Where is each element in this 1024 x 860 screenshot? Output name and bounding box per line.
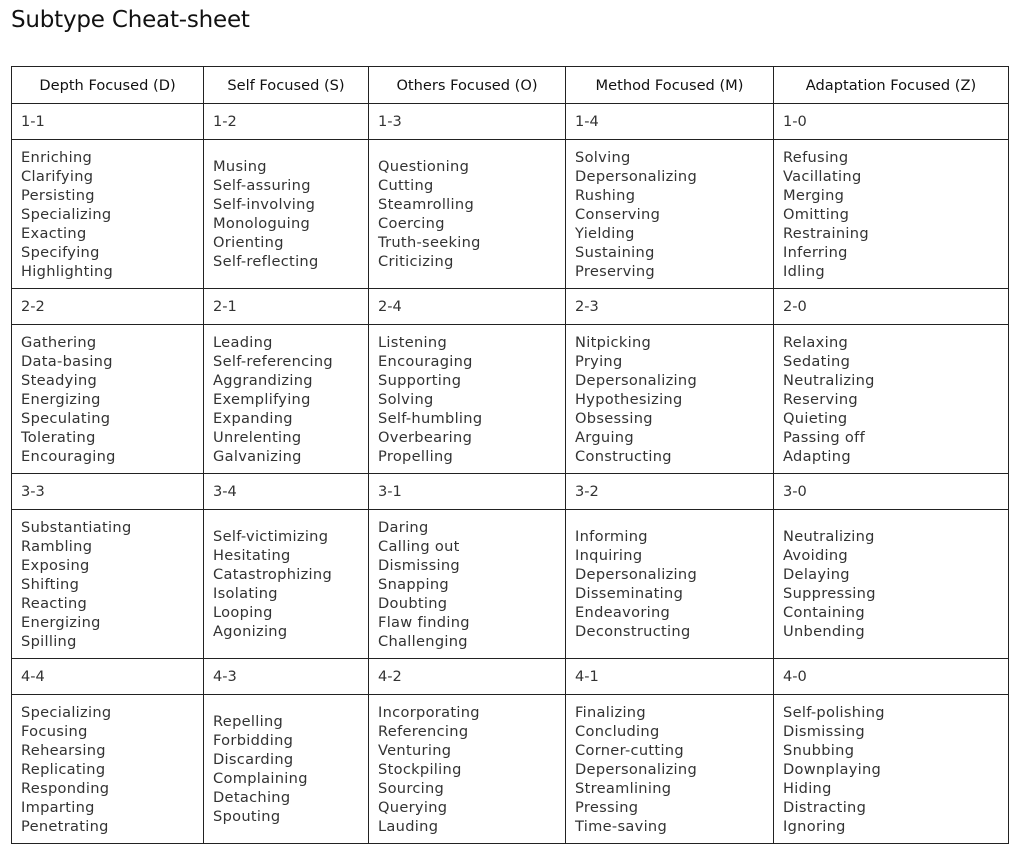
word-item: Self-polishing <box>783 703 885 721</box>
word-item: Calling out <box>378 537 460 555</box>
subtype-code: 3-1 <box>369 474 566 510</box>
word-item: Reacting <box>21 594 88 612</box>
word-item: Avoiding <box>783 547 848 564</box>
word-item: Aggrandizing <box>213 371 313 389</box>
word-item: Flaw finding <box>378 613 470 631</box>
word-item: Highlighting <box>21 262 114 280</box>
word-item: Agonizing <box>213 623 288 640</box>
word-item: Persisting <box>21 186 95 204</box>
subtype-code: 1-1 <box>12 104 204 140</box>
word-item: Forbidding <box>213 732 294 749</box>
word-item: Suppressing <box>783 585 876 602</box>
word-item: Criticizing <box>378 253 454 270</box>
word-item: Neutralizing <box>783 371 875 389</box>
subtype-code: 1-4 <box>566 104 774 140</box>
word-item: Overbearing <box>378 428 473 446</box>
word-item: Inferring <box>783 243 848 261</box>
word-item: Referencing <box>378 722 469 740</box>
word-item: Time-saving <box>575 817 668 835</box>
word-item: Sedating <box>783 352 851 370</box>
word-item: Detaching <box>213 789 291 806</box>
word-item: Dismissing <box>783 722 865 740</box>
word-item: Musing <box>213 158 267 175</box>
word-list <box>369 510 566 659</box>
word-item: Imparting <box>21 798 95 816</box>
word-item: Venturing <box>378 741 452 759</box>
word-item: Adapting <box>783 447 851 465</box>
word-list <box>774 695 1009 844</box>
word-item: Energizing <box>21 390 101 408</box>
word-item: Listening <box>378 333 448 351</box>
words-row <box>12 325 1009 474</box>
word-item: Reserving <box>783 390 858 408</box>
word-item: Informing <box>575 528 648 545</box>
word-item: Hiding <box>783 779 832 797</box>
word-list <box>12 140 204 289</box>
word-item: Corner-cutting <box>575 741 684 759</box>
word-item: Supporting <box>378 371 462 389</box>
word-item: Unbending <box>783 623 865 640</box>
header-row <box>12 67 1009 104</box>
word-item: Disseminating <box>575 585 684 602</box>
word-list <box>204 140 369 289</box>
word-list <box>369 325 566 474</box>
subtype-code: 3-2 <box>566 474 774 510</box>
word-item: Specifying <box>21 243 100 261</box>
word-item: Looping <box>213 604 273 621</box>
code-row <box>12 659 1009 695</box>
word-item: Rushing <box>575 186 636 204</box>
word-item: Deconstructing <box>575 623 691 640</box>
subtype-code: 1-2 <box>204 104 369 140</box>
word-item: Delaying <box>783 566 850 583</box>
word-item: Preserving <box>575 262 655 280</box>
word-item: Conserving <box>575 205 661 223</box>
word-item: Data-basing <box>21 352 113 370</box>
word-item: Restraining <box>783 224 869 242</box>
subtype-code: 4-0 <box>774 659 1009 695</box>
subtype-code: 2-4 <box>369 289 566 325</box>
word-item: Tolerating <box>21 428 96 446</box>
word-item: Truth-seeking <box>378 234 481 251</box>
word-item: Catastrophizing <box>213 566 333 583</box>
word-list <box>566 695 774 844</box>
word-list <box>566 325 774 474</box>
subtype-code: 2-0 <box>774 289 1009 325</box>
word-item: Self-humbling <box>378 409 483 427</box>
word-item: Stockpiling <box>378 760 462 778</box>
word-item: Exacting <box>21 224 87 242</box>
word-item: Hypothesizing <box>575 390 683 408</box>
word-list <box>369 140 566 289</box>
word-list <box>12 325 204 474</box>
word-item: Spouting <box>213 808 281 825</box>
word-item: Omitting <box>783 205 850 223</box>
word-item: Cutting <box>378 177 434 194</box>
word-item: Challenging <box>378 632 468 650</box>
word-list <box>774 140 1009 289</box>
word-item: Distracting <box>783 798 867 816</box>
word-item: Speculating <box>21 409 111 427</box>
words-row <box>12 140 1009 289</box>
word-item: Unrelenting <box>213 428 302 446</box>
word-item: Focusing <box>21 722 88 740</box>
word-item: Relaxing <box>783 333 849 351</box>
word-item: Expanding <box>213 409 293 427</box>
word-item: Steadying <box>21 371 98 389</box>
word-item: Repelling <box>213 713 284 730</box>
word-item: Sustaining <box>575 243 655 261</box>
word-item: Specializing <box>21 205 112 223</box>
word-item: Self-victimizing <box>213 528 329 545</box>
word-item: Propelling <box>378 447 454 465</box>
word-item: Monologuing <box>213 215 311 232</box>
column-header: Method Focused (M) <box>566 67 774 104</box>
word-list <box>566 510 774 659</box>
word-item: Depersonalizing <box>575 371 698 389</box>
word-item: Self-reflecting <box>213 253 319 270</box>
subtype-code: 1-0 <box>774 104 1009 140</box>
word-item: Pressing <box>575 798 639 816</box>
word-item: Prying <box>575 352 623 370</box>
word-item: Passing off <box>783 428 866 446</box>
word-item: Daring <box>378 518 429 536</box>
word-item: Doubting <box>378 594 448 612</box>
word-item: Questioning <box>378 158 470 175</box>
word-item: Quieting <box>783 409 848 427</box>
word-item: Substantiating <box>21 518 132 536</box>
word-item: Specializing <box>21 703 112 721</box>
word-item: Streamlining <box>575 779 672 797</box>
subtype-table <box>11 66 1009 844</box>
word-item: Refusing <box>783 148 849 166</box>
word-list <box>774 325 1009 474</box>
word-item: Rehearsing <box>21 741 106 759</box>
word-list <box>566 140 774 289</box>
word-item: Depersonalizing <box>575 167 698 185</box>
column-header: Depth Focused (D) <box>12 67 204 104</box>
word-item: Exposing <box>21 556 90 574</box>
word-item: Exemplifying <box>213 390 311 408</box>
word-item: Orienting <box>213 234 284 251</box>
word-item: Discarding <box>213 751 294 768</box>
word-item: Sourcing <box>378 779 445 797</box>
word-item: Obsessing <box>575 409 653 427</box>
word-item: Replicating <box>21 760 106 778</box>
word-item: Galvanizing <box>213 447 302 465</box>
word-item: Encouraging <box>21 447 116 465</box>
word-item: Nitpicking <box>575 333 652 351</box>
word-item: Penetrating <box>21 817 109 835</box>
word-item: Steamrolling <box>378 196 475 213</box>
word-item: Leading <box>213 333 273 351</box>
word-item: Downplaying <box>783 760 882 778</box>
word-item: Ignoring <box>783 817 846 835</box>
page-title: Subtype Cheat-sheet <box>11 7 250 33</box>
code-row <box>12 289 1009 325</box>
column-header: Adaptation Focused (Z) <box>774 67 1009 104</box>
word-item: Lauding <box>378 817 439 835</box>
word-item: Endeavoring <box>575 604 671 621</box>
word-list <box>774 510 1009 659</box>
word-item: Shifting <box>21 575 80 593</box>
word-item: Finalizing <box>575 703 646 721</box>
word-item: Solving <box>575 148 631 166</box>
word-list <box>12 510 204 659</box>
subtype-code: 4-1 <box>566 659 774 695</box>
words-row <box>12 695 1009 844</box>
word-item: Neutralizing <box>783 528 875 545</box>
subtype-code: 3-3 <box>12 474 204 510</box>
word-item: Energizing <box>21 613 101 631</box>
word-item: Dismissing <box>378 556 460 574</box>
word-item: Complaining <box>213 770 308 787</box>
word-list <box>204 695 369 844</box>
word-item: Self-assuring <box>213 177 311 194</box>
word-item: Isolating <box>213 585 278 602</box>
code-row <box>12 104 1009 140</box>
subtype-code: 4-4 <box>12 659 204 695</box>
subtype-code: 2-1 <box>204 289 369 325</box>
column-header: Others Focused (O) <box>369 67 566 104</box>
words-row <box>12 510 1009 659</box>
subtype-code: 4-3 <box>204 659 369 695</box>
word-item: Spilling <box>21 632 77 650</box>
code-row <box>12 474 1009 510</box>
word-item: Gathering <box>21 333 97 351</box>
word-item: Inquiring <box>575 547 643 564</box>
word-item: Incorporating <box>378 703 480 721</box>
word-item: Self-referencing <box>213 352 333 370</box>
word-item: Concluding <box>575 722 660 740</box>
word-item: Vacillating <box>783 167 862 185</box>
word-item: Snapping <box>378 575 449 593</box>
word-list <box>12 695 204 844</box>
word-item: Self-involving <box>213 196 316 213</box>
word-item: Depersonalizing <box>575 566 698 583</box>
word-list <box>369 695 566 844</box>
word-item: Arguing <box>575 428 634 446</box>
word-item: Responding <box>21 779 110 797</box>
word-item: Snubbing <box>783 741 855 759</box>
word-item: Clarifying <box>21 167 94 185</box>
subtype-code: 4-2 <box>369 659 566 695</box>
word-item: Hesitating <box>213 547 291 564</box>
subtype-code: 2-3 <box>566 289 774 325</box>
word-list <box>204 325 369 474</box>
word-item: Yielding <box>575 224 635 242</box>
subtype-code: 2-2 <box>12 289 204 325</box>
subtype-code: 3-4 <box>204 474 369 510</box>
word-item: Querying <box>378 798 448 816</box>
word-item: Encouraging <box>378 352 473 370</box>
word-item: Merging <box>783 186 845 204</box>
word-item: Solving <box>378 390 434 408</box>
word-item: Enriching <box>21 148 93 166</box>
word-item: Constructing <box>575 447 672 465</box>
word-item: Coercing <box>378 215 445 232</box>
subtype-code: 1-3 <box>369 104 566 140</box>
column-header: Self Focused (S) <box>204 67 369 104</box>
word-list <box>204 510 369 659</box>
word-item: Depersonalizing <box>575 760 698 778</box>
word-item: Rambling <box>21 537 93 555</box>
word-item: Containing <box>783 604 865 621</box>
subtype-code: 3-0 <box>774 474 1009 510</box>
word-item: Idling <box>783 262 825 280</box>
